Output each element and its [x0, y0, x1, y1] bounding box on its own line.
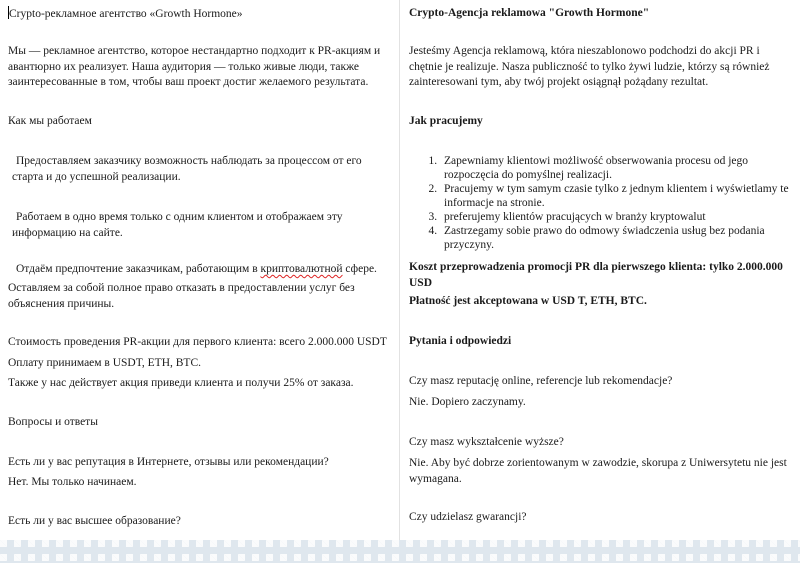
right-title: Crypto-Agencja reklamowa "Growth Hormone" [409, 7, 650, 19]
left-faq-heading: Вопросы и ответы [8, 416, 98, 428]
left-question-1: Есть ли у вас репутация в Интернете, отзывы или рекомендации? [8, 456, 329, 468]
left-promo: Также у нас действует акция приведи клиента и получи 25% от заказа. [8, 377, 354, 389]
left-title[interactable]: Crypto-рекламное агентство «Growth Hormone» [9, 8, 243, 20]
right-question-2: Czy masz wykształcenie wyższe? [409, 436, 564, 448]
right-faq-heading: Pytania i odpowiedzi [409, 335, 512, 347]
right-intro: Jesteśmy Agencja reklamową, która nieszablonowo podchodzi do akcji PR i chętnie je realizuje. Nasza publiczność to tylko żywi ludzie, którzy są również zainteresowani tym, aby twój projekt osiągnął pożądany rezultat. [409, 45, 770, 88]
right-cost: Koszt przeprowadzenia promocji PR dla pierwszego klienta: tylko 2.000.000 USD [409, 261, 783, 289]
right-question-1: Czy masz reputację online, referencje lub rekomendacje? [409, 375, 673, 387]
list-item: 3. preferujemy klientów pracujących w branży kryptowalut [440, 210, 793, 224]
right-question-3: Czy udzielasz gwarancji? [409, 511, 527, 523]
right-payment: Płatność jest akceptowana w USD T, ETH, BTC. [409, 295, 647, 307]
left-paragraph-2: Работаем в одно время только с одним клиентом и отображаем эту информацию на сайте. [12, 211, 343, 239]
left-answer-1: Нет. Мы только начинаем. [8, 476, 137, 488]
left-cost: Стоимость проведения PR-акции для первого клиента: всего 2.000.000 USDT [8, 336, 387, 348]
left-paragraph-3: Отдаём предпочтение заказчикам, работающим в криптовалютной сфере. [16, 263, 377, 275]
right-work-list [409, 154, 793, 252]
left-payment: Оплату принимаем в USDT, ETH, BTC. [8, 357, 202, 369]
column-divider [399, 0, 400, 540]
left-paragraph-1: Предоставляем заказчику возможность наблюдать за процессом от его старта и до успешной реализации. [12, 155, 362, 183]
right-how-heading: Jak pracujemy [409, 115, 483, 127]
right-answer-2: Nie. Aby być dobrze zorientowanym w zawodzie, skorupa z Uniwersytetu nie jest wymagana. [409, 457, 787, 485]
right-answer-1: Nie. Dopiero zaczynamy. [409, 396, 526, 408]
list-item: 1. Zapewniamy klientowi możliwość obserwowania procesu od jego rozpoczęcia do pomyślnej realizacji. [440, 154, 793, 182]
window-background-pattern [0, 540, 800, 563]
left-paragraph-4: Оставляем за собой полное право отказать в предоставлении услуг без объяснения причины. [8, 282, 355, 310]
list-item: 2. Pracujemy w tym samym czasie tylko z jednym klientem i wyświetlamy te informacje na stronie. [440, 182, 793, 210]
left-question-2: Есть ли у вас высшее образование? [8, 515, 181, 527]
list-item: 4. Zastrzegamy sobie prawo do odmowy świadczenia usług bez podania przyczyny. [440, 224, 793, 252]
misspelled-word[interactable]: криптовалютной [260, 263, 343, 275]
left-intro: Мы — рекламное агентство, которое нестандартно подходит к PR-акциям и авантюрно их реализует. Наша аудитория — только живые люди, также заинтересованные в том, чтобы ваш проект достиг желаемого результата. [8, 45, 381, 88]
left-how-heading: Как мы работаем [8, 115, 92, 127]
